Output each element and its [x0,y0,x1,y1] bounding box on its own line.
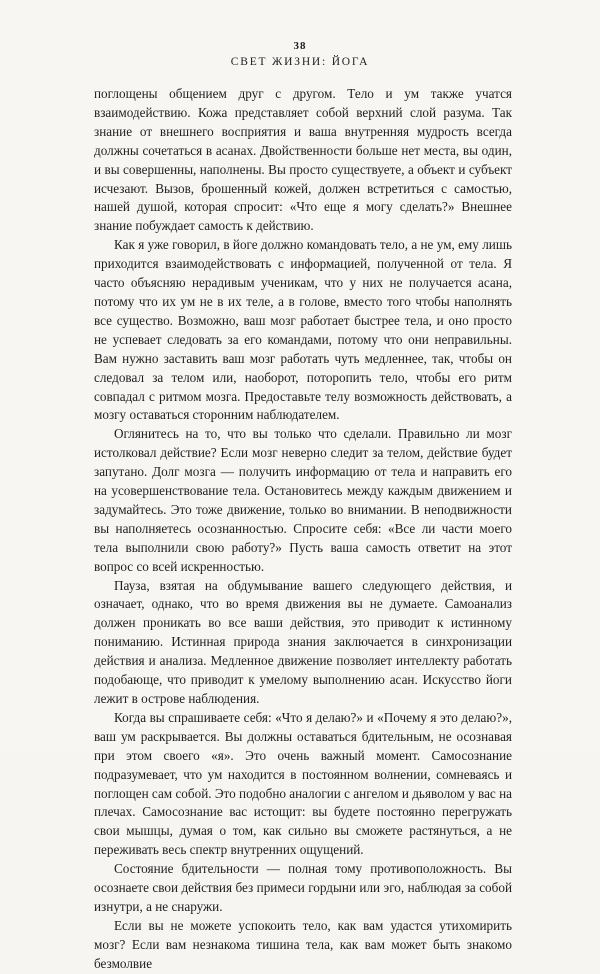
paragraph: Оглянитесь на то, что вы только что сделали. Правильно ли мозг истолковал действие? Если мозг неверно следит за телом, действие будет запутано. Долг мозга — получить информацию от тела и направить его на усовершенствование тела. Остановитесь между каждым движением и задумайтесь. Это тоже движение, только во внимании. В неподвижности вы наполняетесь осознанностью. Спросите себя: «Все ли части моего тела выполнили свою работу?» Пусть ваша самость ответит на этот вопрос со всей искренностью. [94,426,512,574]
paragraph: Если вы не можете успокоить тело, как вам удастся утихомирить мозг? Если вам незнакома тишина тела, как вам может быть знакомо безмолвие [94,917,512,971]
page-number: 38 [293,40,307,52]
paragraph: Пауза, взятая на обдумывание вашего следующего действия, и означает, однако, что во время движения вы не думаете. Самоанализ должен проникать во все ваши действия, это приводит к истинному пониманию. Истинная природа знания заключается в синхронизации действия и анализа. Медленное движение позволяет интеллекту работать подобающе, что приводит к умелому выполнению асан. Искусство йоги лежит в острове наблюдения. [94,577,512,706]
page-header [0,40,600,70]
paragraph: Состояние бдительности — полная тому противоположность. Вы осознаете свои действия без примеси гордыни или эго, наблюдая за собой изнутри, а не снаружи. [94,861,512,914]
paragraph: Когда вы спрашиваете себя: «Что я делаю?» и «Почему я это делаю?», ваш ум раскрывается. Вы должны оставаться бдительным, не осознавая при этом своего «я». Это очень важный момент. Самосознание подразумевает, что ум находится в постоянном волнении, сомневаясь и поглощен сам собой. Это подобно аналогии с ангелом и дьяволом у вас на плечах. Самосознание вас истощит: вы будете постоянно перегружать свои мышцы, думая о том, как сильно вы сможете растянуться, а не переживать весь спектр внутренних ощущений. [94,709,512,858]
running-title: СВЕТ ЖИЗНИ: ЙОГА [230,56,370,68]
paragraph: Как я уже говорил, в йоге должно командовать тело, а не ум, ему лишь приходится взаимодействовать с информацией, полученной от тела. Я часто объясняю нерадивым ученикам, что у них не получается асана, потому что их ум не в их теле, а в голове, вместо того чтобы наполнять все существо. Возможно, ваш мозг работает быстрее тела, и оно просто не успевает следовать за его командами, потому что они неправильны. Вам нужно заставить ваш мозг работать чуть медленнее, так, чтобы он следовал за телом или, наоборот, поторопить тело, чтобы его ритм совпадал с ритмом мозга. Предоставьте телу возможность действовать, а мозгу оставаться сторонним наблюдателем. [94,237,512,423]
paragraph: поглощены общением друг с другом. Тело и ум также учатся взаимодействию. Кожа представляет собой верхний слой разума. Так знание от внешнего восприятия и ваша внутренняя мудрость всегда должны сочетаться в асанах. Двойственности больше нет места, вы один, и вы совершенны, наполнены. Вы просто существуете, а объект и субъект исчезают. Вызов, брошенный кожей, должен встретиться с самостью, нашей душой, которая спросит: «Что еще я могу сделать?» Внешнее знание побуждает самость к действию. [94,86,512,234]
body-text [94,85,512,974]
